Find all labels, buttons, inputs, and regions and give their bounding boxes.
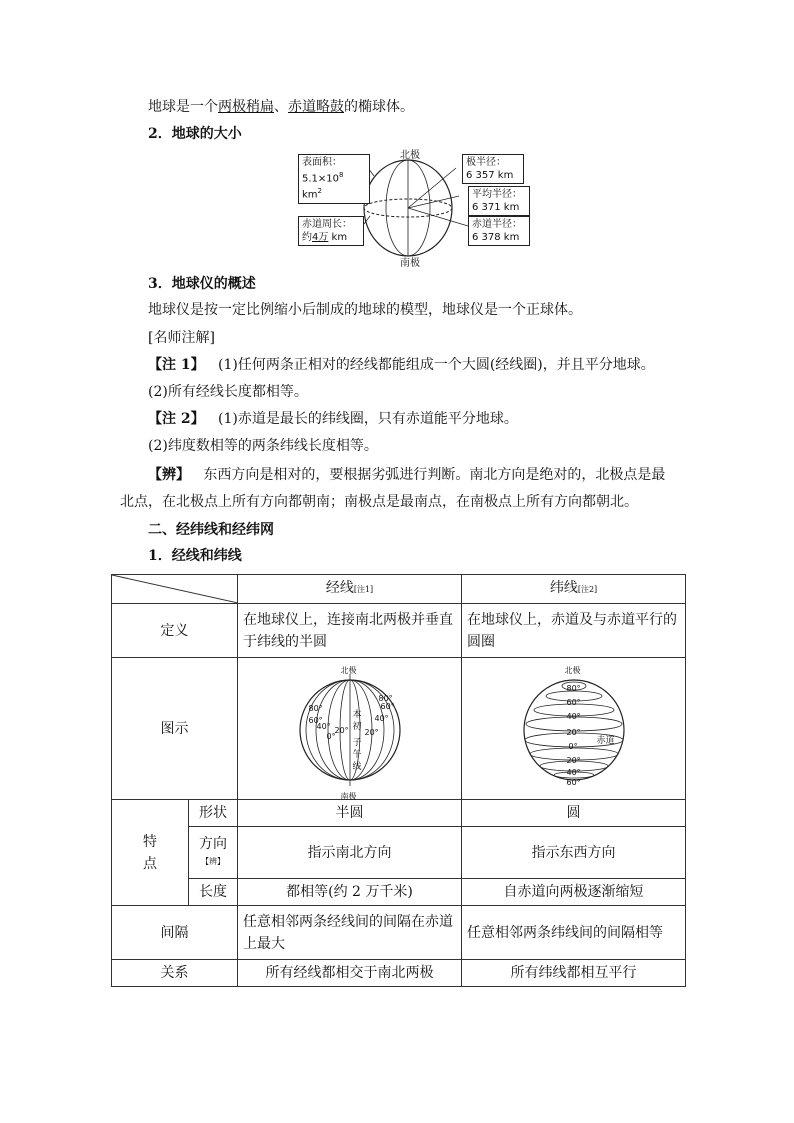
cell-parallel: 所有纬线都相互平行 bbox=[462, 960, 686, 987]
fig-south-label: 南极 bbox=[340, 791, 357, 801]
table-row-length bbox=[112, 879, 686, 906]
note-tag: 【注 1】 bbox=[148, 357, 205, 373]
cell-meridian: 任意相邻两条经线间的间隔在赤道上最大 bbox=[238, 906, 462, 960]
underlined-value: 4万 bbox=[312, 232, 329, 243]
cell-parallel: 指示东西方向 bbox=[462, 827, 686, 879]
text: 纬线 bbox=[549, 580, 578, 596]
text: 的椭球体。 bbox=[344, 99, 414, 115]
text: 、 bbox=[274, 99, 288, 115]
text: 地球是一个 bbox=[148, 99, 218, 115]
lon-label: 40° bbox=[374, 713, 389, 723]
globe-paragraph: 地球仪是按一定比例缩小后制成的地球的模型，地球仪是一个正球体。 bbox=[148, 302, 582, 318]
text: 5.1×10 bbox=[302, 173, 340, 185]
equator-label: 赤道 bbox=[596, 735, 615, 746]
prime-meridian-char: 午 bbox=[352, 749, 362, 760]
corner-cell bbox=[112, 575, 238, 604]
exponent: 8 bbox=[339, 171, 344, 179]
bian-note-b: 北点，在北极点上所有方向都朝南；南极点是最南点，在南极点上所有方向都朝北。 bbox=[120, 494, 638, 510]
equatorial-radius-label: 赤道半径： bbox=[472, 219, 522, 230]
note-1-b: (2)所有经线长度都相等。 bbox=[148, 384, 308, 400]
cell-parallel: 自赤道向两极逐渐缩短 bbox=[462, 879, 686, 906]
note-tag: 【注 2】 bbox=[148, 411, 205, 427]
notes-title: [名师注解] bbox=[148, 330, 215, 346]
cell-meridian: 在地球仪上，连接南北两极并垂直于纬线的半圆 bbox=[238, 604, 462, 658]
section-heading: 二、经纬线和经纬网 bbox=[148, 522, 274, 538]
polar-radius-box bbox=[462, 154, 524, 184]
prime-meridian-char: 初 bbox=[352, 721, 362, 732]
lon-label: 60° bbox=[380, 701, 395, 711]
lon-label: 20° bbox=[364, 727, 379, 737]
row-label: 定义 bbox=[112, 604, 238, 658]
sub-label bbox=[189, 827, 238, 879]
table-row-figure bbox=[112, 658, 686, 800]
cell-meridian: 所有经线都相交于南北两极 bbox=[238, 960, 462, 987]
note-2 bbox=[148, 409, 518, 429]
cell-parallel: 任意相邻两条纬线间的间隔相等 bbox=[462, 906, 686, 960]
heading-globe-overview: 3．地球仪的概述 bbox=[148, 276, 256, 292]
note-ref: 【辨】 bbox=[201, 856, 225, 866]
cell-meridian: 指示南北方向 bbox=[238, 827, 462, 879]
polar-radius-value: 6 357 km bbox=[466, 170, 514, 181]
row-label: 间隔 bbox=[112, 906, 238, 960]
prime-meridian-char: 本 bbox=[352, 709, 362, 720]
note-text: 东西方向是相对的，要根据劣弧进行判断。南北方向是绝对的，北极点是最 bbox=[203, 467, 666, 483]
lat-label: 60° bbox=[566, 697, 581, 707]
lon-label: 80° bbox=[378, 693, 393, 703]
underlined-term: 赤道略鼓 bbox=[288, 99, 344, 115]
equator-circumference-box bbox=[298, 216, 364, 246]
parallel-globe bbox=[519, 660, 629, 798]
lon-label: 80° bbox=[308, 703, 323, 713]
sub-label: 长度 bbox=[189, 879, 238, 906]
row-label-features bbox=[112, 800, 189, 906]
lat-label: 60° bbox=[566, 777, 581, 787]
lat-label: 40° bbox=[566, 767, 581, 777]
lat-label: 80° bbox=[566, 683, 581, 693]
text: 特 bbox=[143, 833, 157, 850]
lat-label: 20° bbox=[566, 755, 581, 765]
note-text: (1)任何两条正相对的经线都能组成一个大圆(经线圈)，并且平分地球。 bbox=[217, 357, 655, 373]
table-row-direction bbox=[112, 827, 686, 879]
table-row-shape bbox=[112, 800, 686, 827]
table-row-relation bbox=[112, 960, 686, 987]
prime-meridian-char: 子 bbox=[352, 737, 362, 748]
note-2-b: (2)纬度数相等的两条纬线长度相等。 bbox=[148, 438, 378, 454]
cell-meridian: 半圆 bbox=[238, 800, 462, 827]
equator-circumference-value bbox=[302, 231, 360, 244]
lon-label: 40° bbox=[316, 721, 331, 731]
north-pole-label: 北极 bbox=[400, 150, 420, 161]
fig-north-label: 北极 bbox=[340, 665, 357, 675]
south-pole-label: 南极 bbox=[400, 258, 420, 269]
lat-label: 0° bbox=[568, 741, 578, 751]
lat-label: 20° bbox=[566, 727, 581, 737]
header-meridian bbox=[238, 575, 462, 604]
prime-meridian-char: 线 bbox=[352, 761, 362, 772]
polar-radius-label: 极半径： bbox=[466, 157, 506, 168]
text: km bbox=[302, 189, 318, 201]
text: 方向 bbox=[199, 835, 227, 852]
meridian-globe bbox=[295, 660, 405, 801]
equatorial-radius-box bbox=[468, 216, 530, 246]
sub-label: 形状 bbox=[189, 800, 238, 827]
note-ref: [注1] bbox=[353, 585, 374, 594]
text: km bbox=[328, 232, 348, 243]
meridian-figure-cell bbox=[238, 658, 462, 800]
surface-area-value bbox=[302, 169, 366, 202]
header-parallel bbox=[462, 575, 686, 604]
text: 约 bbox=[302, 232, 312, 243]
cell-meridian: 都相等(约 2 万千米) bbox=[238, 879, 462, 906]
row-label: 图示 bbox=[112, 658, 238, 800]
underlined-term: 两极稍扁 bbox=[218, 99, 274, 115]
note-text: (1)赤道是最长的纬线圈，只有赤道能平分地球。 bbox=[217, 411, 518, 427]
diagonal-line bbox=[112, 575, 238, 603]
subsection-heading: 1．经线和纬线 bbox=[148, 548, 242, 564]
table-row-interval bbox=[112, 906, 686, 960]
bian-note bbox=[148, 465, 665, 485]
surface-area-label: 表面积： bbox=[302, 157, 342, 168]
exponent: 2 bbox=[317, 187, 323, 196]
cell-parallel: 在地球仪上，赤道及与赤道平行的圆圈 bbox=[462, 604, 686, 658]
mean-radius-box bbox=[468, 186, 530, 216]
text: 经线 bbox=[325, 580, 354, 596]
earth-size-figure bbox=[296, 146, 528, 269]
cell-parallel: 圆 bbox=[462, 800, 686, 827]
text: 点 bbox=[143, 855, 157, 872]
note-1 bbox=[148, 355, 655, 375]
intro-paragraph bbox=[148, 97, 414, 117]
table-row-definition bbox=[112, 604, 686, 658]
fig-north-label: 北极 bbox=[564, 665, 581, 675]
table-header-row bbox=[112, 575, 686, 604]
row-label: 关系 bbox=[112, 960, 238, 987]
note-ref: [注2] bbox=[577, 585, 598, 594]
lon-label: 60° bbox=[308, 715, 323, 725]
lat-label: 40° bbox=[566, 711, 581, 721]
lon-label: 0° bbox=[326, 731, 336, 741]
mean-radius-label: 平均半径： bbox=[472, 189, 522, 200]
heading-earth-size: 2．地球的大小 bbox=[148, 126, 242, 142]
meridian-parallel-table bbox=[111, 574, 686, 987]
mean-radius-value: 6 371 km bbox=[472, 202, 520, 213]
surface-area-box bbox=[298, 154, 370, 204]
equator-circumference-label: 赤道周长： bbox=[302, 219, 352, 230]
parallel-figure-cell bbox=[462, 658, 686, 800]
equatorial-radius-value: 6 378 km bbox=[472, 232, 520, 243]
lon-label: 20° bbox=[334, 725, 349, 735]
note-tag: 【辨】 bbox=[148, 467, 190, 483]
